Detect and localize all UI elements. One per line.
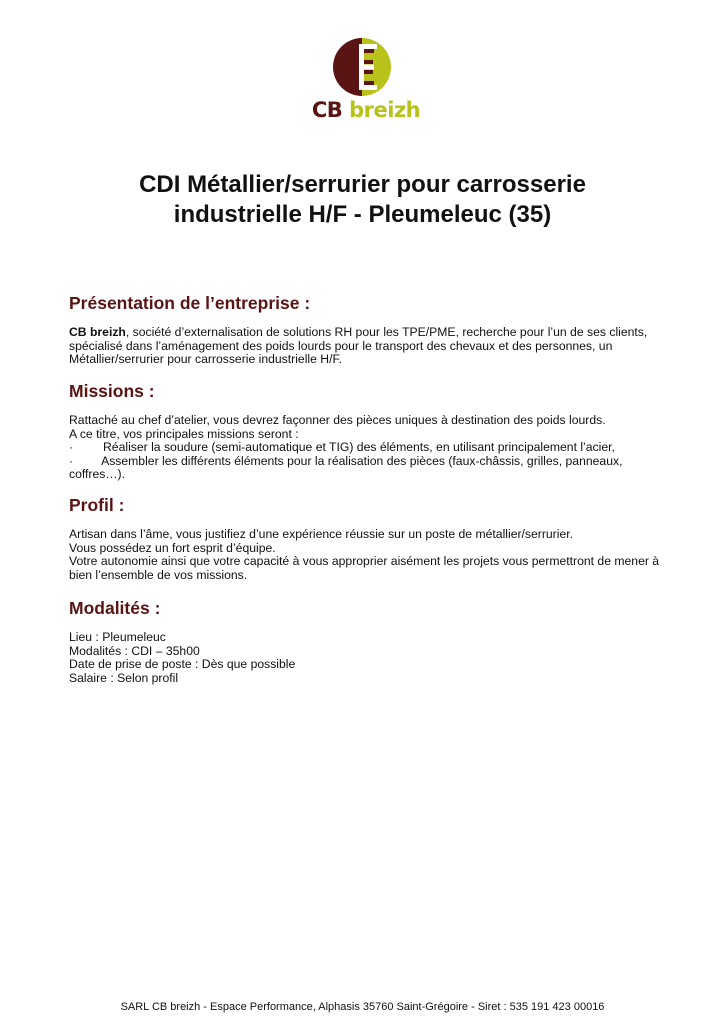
modalite-line: Modalités : CDI – 35h00: [69, 643, 200, 658]
heading-profil: Profil :: [69, 495, 125, 515]
modalite-line: Salaire : Selon profil: [69, 670, 179, 685]
section-presentation: [69, 292, 669, 367]
heading-missions: Missions :: [69, 381, 155, 401]
profil-line: Artisan dans l’âme, vous justifiez d’une expérience réussie sur un poste de métallier/serrurier.: [69, 527, 573, 541]
title-line-2: industrielle H/F - Pleumeleuc (35): [173, 201, 552, 228]
profil-line: Vous possédez un fort esprit d’équipe.: [69, 540, 276, 555]
mission-item: [69, 455, 669, 482]
section-modalites: [69, 597, 669, 685]
heading-modalites: Modalités :: [69, 598, 161, 618]
modalite-line: Lieu : Pleumeleuc: [69, 630, 166, 644]
company-logo: [300, 36, 430, 126]
section-profil: [69, 494, 669, 582]
logo-text-cb: CB: [311, 98, 343, 122]
presentation-text: [69, 326, 669, 367]
heading-presentation: Présentation de l’entreprise :: [69, 293, 311, 313]
section-missions: [69, 380, 669, 482]
page-title: [40, 170, 685, 230]
bullet-icon: ·: [69, 440, 74, 454]
modalite-line: Date de prise de poste : Dès que possible: [69, 657, 296, 671]
bullet-icon: ·: [69, 453, 74, 468]
missions-intro-1: Rattaché au chef d’atelier, vous devrez façonner des pièces uniques à destination des poids lourds.: [69, 413, 606, 427]
logo-text-breizh: breizh: [349, 98, 421, 122]
page-footer: SARL CB breizh - Espace Performance, Alphasis 35760 Saint-Grégoire - Siret : 535 191 423 00016: [120, 1001, 605, 1013]
missions-intro-2: A ce titre, vos principales missions seront :: [69, 426, 299, 441]
mission-item-text: Réaliser la soudure (semi-automatique et TIG) des éléments, en utilisant principalement l’acier,: [103, 440, 615, 454]
logo-mark-icon: [300, 36, 430, 98]
title-line-1: CDI Métallier/serrurier pour carrosserie: [139, 171, 586, 198]
profil-line: Votre autonomie ainsi que votre capacité à vous approprier aisément les projets vous permettront de mener à bien l’ensemble de vos missions.: [69, 554, 660, 582]
logo-wordmark: [306, 98, 426, 122]
mission-item: [69, 441, 669, 455]
presentation-text-rest: , société d’externalisation de solutions RH pour les TPE/PME, recherche pour l’un de ses clients, spécialisé dans l’aménagement des poids lourds pour le transport des chevaux et des personnes, un Métallier/serrurier pour carrosserie industrielle H/F.: [69, 325, 648, 366]
mission-item-text: Assembler les différents éléments pour la réalisation des pièces (faux-châssis, grilles, panneaux, coffres…).: [69, 453, 623, 481]
company-name: CB breizh: [69, 325, 126, 339]
